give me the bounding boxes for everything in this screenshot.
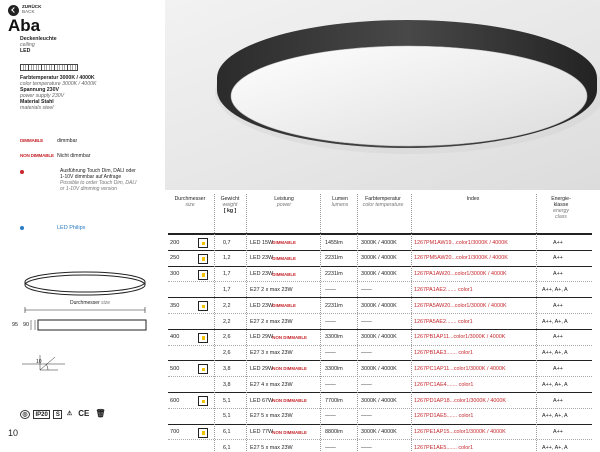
cell-color-temp: 3000K / 4000K bbox=[361, 255, 397, 262]
cell-energy: A++ bbox=[553, 397, 563, 404]
cell-dimming-tag: DIMMABLE bbox=[272, 303, 296, 309]
blue-dot-icon bbox=[20, 226, 24, 230]
legend-led-philips: LED Philips bbox=[20, 225, 85, 231]
cell-index: 1267PM5AW20...color1/3000K / 4000K bbox=[414, 255, 508, 262]
cell-color-temp: —— bbox=[361, 286, 372, 293]
angle-label: 10 bbox=[36, 359, 42, 365]
cell-power: LED 77W bbox=[250, 429, 274, 436]
cell-dimming-tag: DIMMABLE bbox=[272, 255, 296, 261]
col-energy: Energie- klasse energy class bbox=[551, 196, 571, 220]
cell-lumen: —— bbox=[325, 444, 336, 451]
cell-energy: A++ bbox=[553, 255, 563, 262]
cell-energy: A++ bbox=[553, 334, 563, 341]
cell-energy: A++ bbox=[553, 302, 563, 309]
cell-weight: 6,1 bbox=[223, 429, 231, 436]
table-row bbox=[168, 250, 592, 266]
cell-color-temp: —— bbox=[361, 381, 372, 388]
product-type: Deckenleuchte ceiling LED bbox=[20, 36, 57, 55]
cell-size: 350 bbox=[170, 302, 180, 309]
ceiling-lamp-image bbox=[165, 0, 600, 190]
cell-energy: A++, A+, A bbox=[542, 350, 568, 357]
color-swatch-icon bbox=[198, 333, 208, 343]
cell-dimming-tag: NON DIMMABLE bbox=[272, 366, 307, 372]
cell-lumen: 2231lm bbox=[325, 302, 343, 309]
class-ii-icon: ◎ bbox=[20, 410, 30, 419]
cell-lumen: 2231lm bbox=[325, 255, 343, 262]
cell-index: 1267PB1AE3....... color1 bbox=[414, 350, 474, 357]
color-swatch-icon bbox=[198, 428, 208, 438]
cell-index: 1267PE1AE5....... color1 bbox=[414, 444, 474, 451]
back-button[interactable] bbox=[8, 4, 41, 16]
cell-weight: 6,1 bbox=[223, 444, 231, 451]
cell-energy: A++ bbox=[553, 271, 563, 278]
height-label-95: 95 bbox=[12, 322, 19, 328]
cell-energy: A++, A+, A bbox=[542, 381, 568, 388]
ip20-badge: IP20 bbox=[33, 410, 50, 419]
cell-power: E27 2 x max 23W bbox=[250, 286, 293, 293]
cell-weight: 1,2 bbox=[223, 255, 231, 262]
cell-color-temp: 3000K / 4000K bbox=[361, 239, 397, 246]
cell-weight: 0,7 bbox=[223, 239, 231, 246]
cell-weight: 5,1 bbox=[223, 397, 231, 404]
table-row bbox=[168, 297, 592, 313]
cell-color-temp: 3000K / 4000K bbox=[361, 429, 397, 436]
cell-color-temp: —— bbox=[361, 318, 372, 325]
cell-index: 1267PD1AP18...color1/3000K / 4000K bbox=[414, 397, 507, 404]
cell-color-temp: 3000K / 4000K bbox=[361, 397, 397, 404]
cell-power: LED 23W bbox=[250, 271, 274, 278]
weee-bin-icon: 🗑 bbox=[95, 409, 106, 418]
color-swatch-icon bbox=[198, 301, 208, 311]
back-arrow-icon bbox=[8, 5, 19, 16]
legend-dimmable: DIMMABLE dimmbar bbox=[20, 138, 78, 144]
cell-lumen: —— bbox=[325, 350, 336, 357]
scale-bar bbox=[20, 64, 78, 71]
cell-power: E27 4 x max 23W bbox=[250, 381, 293, 388]
cell-weight: 1,7 bbox=[223, 286, 231, 293]
cell-energy: A++ bbox=[553, 239, 563, 246]
cell-size: 700 bbox=[170, 429, 180, 436]
cell-size: 400 bbox=[170, 334, 180, 341]
table-row bbox=[168, 234, 592, 250]
legend-non-dimmable: NON DIMMABLE Nicht dimmbar bbox=[20, 153, 91, 159]
dimension-drawing bbox=[0, 260, 165, 400]
cell-weight: 2,2 bbox=[223, 318, 231, 325]
cell-size: 500 bbox=[170, 365, 180, 372]
color-swatch-icon bbox=[198, 270, 208, 280]
cell-index: 1267PA5AE2....... color1 bbox=[414, 318, 473, 325]
cell-size: 300 bbox=[170, 271, 180, 278]
cell-lumen: —— bbox=[325, 413, 336, 420]
cell-lumen: 3300lm bbox=[325, 334, 343, 341]
table-header bbox=[168, 194, 592, 234]
cell-energy: A++, A+, A bbox=[542, 413, 568, 420]
certifications bbox=[20, 410, 107, 419]
height-label-90: 90 bbox=[23, 322, 30, 328]
cell-color-temp: 3000K / 4000K bbox=[361, 365, 397, 372]
cell-power: E27 5 x max 23W bbox=[250, 444, 293, 451]
cell-dimming-tag: DIMMABLE bbox=[272, 240, 296, 245]
cell-color-temp: 3000K / 4000K bbox=[361, 271, 397, 278]
cell-power: LED 23W bbox=[250, 255, 274, 262]
back-label: ZURÜCK BACK bbox=[22, 4, 42, 14]
cell-energy: A++, A+, A bbox=[542, 318, 568, 325]
col-color-temp: Farbtemperatur color temperature bbox=[362, 196, 404, 208]
cell-lumen: 8800lm bbox=[325, 429, 343, 436]
cell-dimming-tag: NON DIMMABLE bbox=[272, 398, 307, 403]
cell-energy: A++, A+, A bbox=[542, 444, 568, 451]
cell-power: E27 3 x max 23W bbox=[250, 350, 293, 357]
cell-index: 1267PD1AE5....... color1 bbox=[414, 413, 474, 420]
cell-power: E27 2 x max 23W bbox=[250, 318, 293, 325]
table-row bbox=[168, 424, 592, 440]
cell-weight: 3,8 bbox=[223, 365, 231, 372]
cell-index: 1267PC1AE4....... color1 bbox=[414, 381, 474, 388]
color-swatch-icon bbox=[198, 364, 208, 374]
cell-lumen: 1455lm bbox=[325, 239, 343, 246]
safety-mark-icon: ⚠ bbox=[66, 411, 73, 417]
cell-energy: A++ bbox=[553, 365, 563, 372]
cell-power: LED 67W bbox=[250, 397, 274, 404]
table-row bbox=[168, 281, 592, 297]
cell-weight: 2,6 bbox=[223, 334, 231, 341]
color-swatch-icon bbox=[198, 254, 208, 264]
cell-color-temp: —— bbox=[361, 413, 372, 420]
s-mark-badge: S bbox=[53, 410, 62, 419]
diameter-label: Durchmesser size bbox=[70, 300, 111, 306]
table-row bbox=[168, 376, 592, 392]
cell-energy: A++, A+, A bbox=[542, 286, 568, 293]
cell-dimming-tag: NON DIMMABLE bbox=[272, 429, 307, 435]
cell-index: 1267PA5AW20...color1/3000K / 4000K bbox=[414, 302, 507, 309]
col-index: Index bbox=[466, 196, 480, 202]
col-weight: Gewicht weight [ kg ] bbox=[220, 196, 240, 214]
table-row bbox=[168, 439, 592, 452]
cell-weight: 3,8 bbox=[223, 381, 231, 388]
cell-dimming-tag: DIMMABLE bbox=[272, 271, 296, 277]
product-photo bbox=[165, 0, 600, 190]
cell-weight: 5,1 bbox=[223, 413, 231, 420]
cell-dimming-tag: NON DIMMABLE bbox=[272, 334, 307, 340]
cell-lumen: 3300lm bbox=[325, 365, 343, 372]
table-row bbox=[168, 408, 592, 424]
table-row bbox=[168, 329, 592, 345]
cell-power: LED 15W bbox=[250, 239, 274, 246]
legend-dimming-options: Ausführung Touch Dim, DALI oder 1-10V dimmbar auf Anfrage Possible to order Touch Dim, DALI or 1-10V dimming version bbox=[20, 169, 140, 193]
cell-power: LED 29W bbox=[250, 365, 274, 372]
cell-lumen: —— bbox=[325, 318, 336, 325]
cell-power: LED 29W bbox=[250, 334, 274, 341]
cell-color-temp: 3000K / 4000K bbox=[361, 302, 397, 309]
cell-size: 600 bbox=[170, 397, 180, 404]
table-row bbox=[168, 392, 592, 408]
cell-lumen: —— bbox=[325, 286, 336, 293]
cell-color-temp: 3000K / 4000K bbox=[361, 334, 397, 341]
cell-index: 1267PM1AW19...color1/3000K / 4000K bbox=[414, 239, 508, 246]
cell-index: 1267PE1AP15...color1/3000K / 4000K bbox=[414, 429, 506, 436]
product-specs: Farbtemperatur 3000K / 4000K color temperature 3000K / 4000K Spannung 230V power supply 230V Material Stahl materials steel bbox=[20, 75, 97, 112]
cell-power: E27 5 x max 23W bbox=[250, 413, 293, 420]
table-row bbox=[168, 360, 592, 376]
table-row bbox=[168, 345, 592, 361]
table-row bbox=[168, 313, 592, 329]
cell-size: 200 bbox=[170, 239, 180, 246]
red-dot-icon bbox=[20, 170, 24, 174]
product-table bbox=[168, 194, 592, 451]
cell-weight: 1,7 bbox=[223, 271, 231, 278]
cell-color-temp: —— bbox=[361, 350, 372, 357]
cell-color-temp: —— bbox=[361, 444, 372, 451]
cell-weight: 2,2 bbox=[223, 302, 231, 309]
technical-drawings bbox=[0, 260, 165, 400]
col-lumen: Lumen lumens bbox=[331, 196, 349, 208]
cell-lumen: —— bbox=[325, 381, 336, 388]
cell-index: 1267PB1AP11...color1/3000K / 4000K bbox=[414, 334, 506, 341]
cell-lumen: 7700lm bbox=[325, 397, 343, 404]
page-title: Aba bbox=[8, 16, 41, 35]
cell-weight: 2,6 bbox=[223, 350, 231, 357]
cell-power: LED 23W bbox=[250, 302, 274, 309]
color-swatch-icon bbox=[198, 238, 208, 248]
ce-mark: CE bbox=[78, 409, 90, 418]
cell-index: 1267PC1AP11...color1/3000K / 4000K bbox=[414, 365, 506, 372]
col-size: Durchmesser size bbox=[174, 196, 206, 208]
table-row bbox=[168, 266, 592, 282]
page-number: 10 bbox=[8, 428, 19, 438]
col-power: Leistung power bbox=[274, 196, 294, 208]
cell-index: 1267PA1AW20...color1/3000K / 4000K bbox=[414, 271, 507, 278]
cell-index: 1267PA1AE2....... color1 bbox=[414, 286, 473, 293]
color-swatch-icon bbox=[198, 396, 208, 406]
cell-lumen: 2231lm bbox=[325, 271, 343, 278]
cell-size: 250 bbox=[170, 255, 180, 262]
cell-energy: A++ bbox=[553, 429, 563, 436]
